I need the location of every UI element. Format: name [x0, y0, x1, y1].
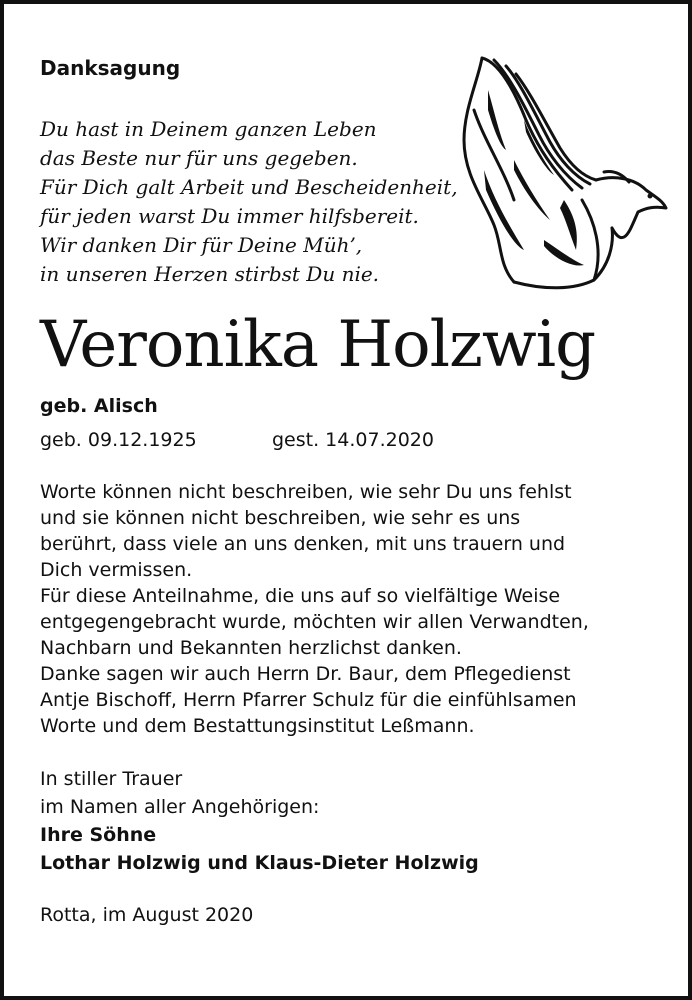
family-line: im Namen aller Angehörigen:	[40, 796, 320, 818]
poem-line: in unseren Herzen stirbst Du nie.	[40, 262, 380, 286]
text-line: und sie können nicht beschreiben, wie sehr es uns	[40, 507, 521, 529]
text-line: Dich vermissen.	[40, 559, 193, 581]
deceased-name: Veronika Holzwig	[40, 308, 596, 382]
signature-block	[40, 765, 479, 877]
text-line: berührt, dass viele an uns denken, mit uns trauern und	[40, 533, 566, 555]
mourning-line: In stiller Trauer	[40, 768, 183, 790]
praying-hands-icon	[454, 50, 669, 295]
text-line: entgegengebracht wurde, möchten wir allen Verwandten,	[40, 611, 589, 633]
poem-line: Du hast in Deinem ganzen Leben	[40, 117, 377, 141]
text-line: Für diese Anteilnahme, die uns auf so vielfältige Weise	[40, 585, 561, 607]
text-line: Danke sagen wir auch Herrn Dr. Baur, dem Pflegedienst	[40, 663, 571, 685]
text-line: Nachbarn und Bekannten herzlichst danken.	[40, 637, 462, 659]
poem-line: Wir danken Dir für Deine Müh’,	[40, 233, 363, 257]
poem-line: Für Dich galt Arbeit und Bescheidenheit,	[40, 175, 458, 199]
text-line: Worte und dem Bestattungsinstitut Leßmann.	[40, 715, 475, 737]
birth-date: geb. 09.12.1925	[40, 429, 197, 451]
poem-line: für jeden warst Du immer hilfsbereit.	[40, 204, 419, 228]
relation-line: Ihre Söhne	[40, 824, 157, 846]
text-line: Antje Bischoff, Herrn Pfarrer Schulz für die einfühlsamen	[40, 689, 577, 711]
death-date: gest. 14.07.2020	[272, 429, 434, 451]
poem-line: das Beste nur für uns gegeben.	[40, 146, 358, 170]
notice-heading: Danksagung	[40, 56, 181, 80]
signatory-names: Lothar Holzwig und Klaus-Dieter Holzwig	[40, 852, 479, 874]
text-line: Worte können nicht beschreiben, wie sehr Du uns fehlst	[40, 481, 572, 503]
thank-you-text	[40, 479, 589, 739]
place-and-date: Rotta, im August 2020	[40, 904, 254, 926]
poem	[40, 115, 458, 289]
maiden-name: geb. Alisch	[40, 395, 158, 417]
